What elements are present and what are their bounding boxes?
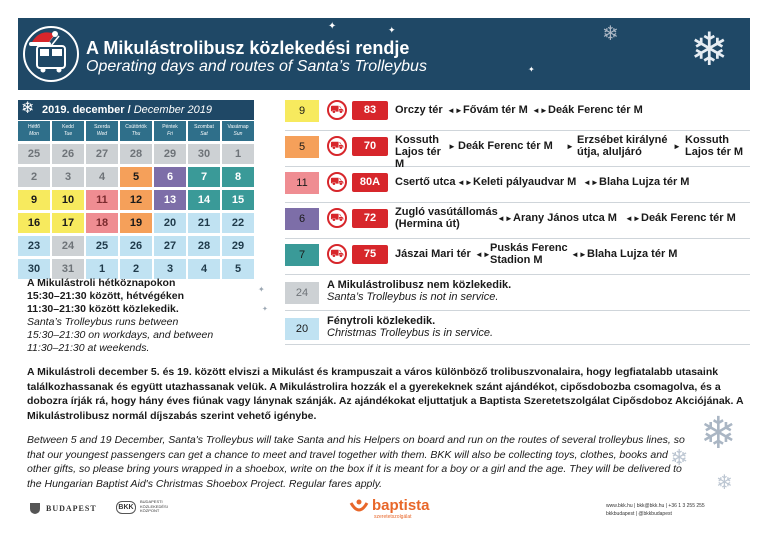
contact-line: www.bkk.hu | bkk@bkk.hu | +36 1 3 255 255 — [606, 503, 705, 509]
bkk-name-line: BUDAPESTI — [140, 499, 163, 504]
star-icon: ✦ — [328, 21, 337, 32]
bidirectional-arrow-icon: ◄► — [447, 106, 463, 115]
legend-text — [327, 279, 511, 303]
calendar-day: 31 — [52, 259, 84, 279]
weekday-header — [222, 121, 254, 141]
stop-name: Zugló vasútállomás (Hermina út) — [395, 206, 498, 230]
calendar-day: 12 — [120, 190, 152, 210]
calendar-day: 18 — [86, 213, 118, 233]
bkk-name-line: KÖZPONT — [140, 508, 160, 513]
legend-en: Santa’s Trolleybus is not in service. — [327, 291, 499, 303]
weekday-hu: Szombat — [194, 124, 214, 130]
weekday-en: Thu — [131, 131, 141, 137]
bidirectional-arrow-icon: ◄► — [625, 214, 641, 223]
weekday-header — [154, 121, 186, 141]
weekday-header — [120, 121, 152, 141]
legend-text — [327, 315, 493, 339]
weekday-en: Tue — [63, 131, 73, 137]
snowflake-icon: ❄ — [670, 446, 689, 471]
bidirectional-arrow-icon: ◄► — [571, 250, 587, 259]
line-badge: 72 — [352, 209, 388, 228]
schedule-hu-line: A Mikulástroli hétköznapokon — [27, 277, 176, 289]
calendar-day: 9 — [18, 190, 50, 210]
calendar-day: 15 — [222, 190, 254, 210]
calendar-day: 20 — [154, 213, 186, 233]
bidirectional-arrow-icon: ◄► — [583, 178, 599, 187]
stop-name: Jászai Mari tér — [395, 248, 471, 260]
trolleybus-icon: ⛟ — [327, 136, 347, 156]
stop-name: Arany János utca M — [513, 212, 617, 224]
schedule-en-line: 15:30–21:30 on workdays, and between — [27, 329, 214, 341]
legend-row — [285, 311, 750, 345]
calendar-day: 3 — [52, 167, 84, 187]
calendar-day: 27 — [154, 236, 186, 256]
trolleybus-icon: ⛟ — [327, 244, 347, 264]
calendar-day: 22 — [222, 213, 254, 233]
calendar-title-hu: 2019. december / — [42, 104, 131, 116]
schedule-en-line: 11:30–21:30 at weekends. — [27, 342, 150, 354]
star-icon: ✦ — [262, 305, 268, 313]
line-badge: 80A — [352, 173, 388, 192]
calendar-grid — [18, 121, 254, 279]
legend-en: Christmas Trolleybus is in service. — [327, 327, 494, 339]
weekday-en: Sat — [200, 131, 208, 137]
legend-color-key: 20 — [285, 318, 319, 340]
star-icon: ✦ — [258, 285, 265, 294]
baptista-logo-icon — [348, 497, 370, 519]
bkk-logo: BKK — [116, 501, 136, 514]
stop-name: Erzsébet királyné útja, aluljáró — [577, 134, 668, 158]
calendar-day: 1 — [222, 144, 254, 164]
route-color-key: 7 — [285, 244, 319, 266]
stop-name: Deák Ferenc tér M — [458, 140, 553, 152]
weekday-header — [18, 121, 50, 141]
stop-name: Blaha Lujza tér M — [599, 176, 690, 188]
stop-name: Kossuth Lajos tér M — [685, 134, 744, 158]
calendar-day: 28 — [188, 236, 220, 256]
stop-name: Fővám tér M — [463, 104, 528, 116]
calendar-day: 14 — [188, 190, 220, 210]
calendar-day: 23 — [18, 236, 50, 256]
weekday-hu: Vasárnap — [227, 124, 249, 130]
calendar-day: 25 — [18, 144, 50, 164]
stop-name: Blaha Lujza tér M — [587, 248, 678, 260]
calendar-day: 28 — [120, 144, 152, 164]
star-icon: ✦ — [528, 65, 535, 74]
bidirectional-arrow-icon: ◄► — [532, 106, 548, 115]
contact-line: bkkbudapest | @bkkbudapest — [606, 511, 672, 517]
bkk-name-line: KÖZLEKEDÉSI — [140, 503, 168, 509]
schedule-hu-line: 11:30–21:30 között közlekedik. — [27, 303, 179, 315]
trolleybus-santa-icon — [23, 26, 79, 82]
route-row — [285, 239, 750, 275]
calendar-day: 8 — [222, 167, 254, 187]
calendar-day: 21 — [188, 213, 220, 233]
calendar-day: 4 — [188, 259, 220, 279]
calendar-day: 26 — [120, 236, 152, 256]
calendar-day: 5 — [120, 167, 152, 187]
calendar-day: 29 — [154, 144, 186, 164]
calendar-day: 7 — [188, 167, 220, 187]
calendar-day: 13 — [154, 190, 186, 210]
stop-name: Deák Ferenc tér M — [548, 104, 643, 116]
weekday-en: Sun — [233, 131, 243, 137]
bkk-name — [140, 500, 168, 514]
route-color-key: 6 — [285, 208, 319, 230]
star-icon: ✦ — [388, 26, 396, 36]
calendar-day: 1 — [86, 259, 118, 279]
snowflake-icon: ❄ — [700, 408, 737, 459]
trolleybus-icon: ⛟ — [327, 208, 347, 228]
page-subtitle: Operating days and routes of Santa’s Trolleybus — [86, 58, 427, 75]
route-color-key: 9 — [285, 100, 319, 122]
weekday-hu: Csütörtök — [125, 124, 147, 130]
line-badge: 83 — [352, 101, 388, 120]
stop-name: Orczy tér — [395, 104, 443, 116]
calendar-day: 17 — [52, 213, 84, 233]
line-badge: 75 — [352, 245, 388, 264]
calendar-day: 26 — [52, 144, 84, 164]
route-row — [285, 167, 750, 203]
calendar-day: 30 — [188, 144, 220, 164]
calendar-day: 4 — [86, 167, 118, 187]
route-row — [285, 95, 750, 131]
schedule-note — [27, 277, 257, 355]
route-color-key: 11 — [285, 172, 319, 194]
calendar-day: 27 — [86, 144, 118, 164]
calendar-day: 3 — [154, 259, 186, 279]
calendar-day: 29 — [222, 236, 254, 256]
stop-name: Kossuth Lajos tér M — [395, 134, 441, 170]
weekday-en: Fri — [167, 131, 173, 137]
calendar-day: 16 — [18, 213, 50, 233]
calendar-day: 5 — [222, 259, 254, 279]
calendar-day: 6 — [154, 167, 186, 187]
calendar-day: 10 — [52, 190, 84, 210]
weekday-header — [86, 121, 118, 141]
stop-name: Csertő utca — [395, 176, 456, 188]
trolleybus-icon: ⛟ — [327, 172, 347, 192]
bidirectional-arrow-icon: ◄► — [497, 214, 513, 223]
legend-hu: A Mikulástrolibusz nem közlekedik. — [327, 279, 512, 291]
calendar-day: 30 — [18, 259, 50, 279]
calendar-title — [18, 100, 254, 120]
header-banner — [18, 18, 750, 90]
baptista-subtitle: szeretetszolgálat — [374, 514, 412, 520]
calendar-day: 24 — [52, 236, 84, 256]
snowflake-icon: ❄ — [21, 98, 35, 117]
route-row — [285, 203, 750, 239]
calendar-title-en: December 2019 — [133, 104, 213, 116]
trolleybus-icon: ⛟ — [327, 100, 347, 120]
weekday-header — [52, 121, 84, 141]
right-arrow-icon: ► — [673, 142, 681, 151]
legend-color-key: 24 — [285, 282, 319, 304]
right-arrow-icon: ► — [566, 142, 574, 151]
calendar-day: 2 — [120, 259, 152, 279]
calendar-day: 11 — [86, 190, 118, 210]
snowflake-icon: ❄ — [602, 21, 619, 45]
calendar-day: 25 — [86, 236, 118, 256]
stop-name: Deák Ferenc tér M — [641, 212, 736, 224]
weekday-en: Mon — [29, 131, 39, 137]
stop-name: Puskás Ferenc Stadion M — [490, 242, 568, 266]
description-hu: A Mikulástroli december 5. és 19. között elviszi a Mikulást és krampuszait a város különböző trolibuszvonalaira, hogy legfiatalabb utasaink találkozhassanak és együtt utazhassanak velük. A Mikulástrolira hozzák el a gyerekeknek szánt ajándékot, cipősdobozba csomagolva, és a dobozra írják rá, hogy hány éves fiúnak vagy lánynak szánják. Az ajándékokat eljuttatjuk a Baptista Szeretetszolgálat Cipősdoboz Akciójának. A Mikulástrolibusz normál díjszabás szerint vehető igénybe. — [27, 366, 744, 422]
weekday-hu: Péntek — [162, 124, 178, 130]
route-color-key: 5 — [285, 136, 319, 158]
schedule-en-line: Santa’s Trolleybus runs between — [27, 316, 179, 328]
legend-row — [285, 275, 750, 311]
legend-hu: Fénytroli közlekedik. — [327, 315, 436, 327]
bidirectional-arrow-icon: ◄► — [457, 178, 473, 187]
weekday-hu: Szerda — [94, 124, 110, 130]
description-en: Between 5 and 19 December, Santa's Trolleybus will take Santa and his Helpers on board and run on the routes of several trolleybus lines, so that our youngest passengers can get a chance to meet and travel together with them. BKK will also be collecting toys, clothes, books and other gifts, so please bring yours wrapped in a shoebox, write on the box if it is meant for a boy or a girl and the age. They will be delivered to the Hungarian Baptist Aid's Christmas Shoebox Project. Regular fares apply. — [27, 434, 685, 490]
right-arrow-icon: ► — [448, 142, 456, 151]
baptista-logo-text: baptista — [372, 497, 430, 514]
calendar-day: 19 — [120, 213, 152, 233]
budapest-crest-icon — [28, 501, 42, 515]
bidirectional-arrow-icon: ◄► — [475, 250, 491, 259]
page-title: A Mikulástrolibusz közlekedési rendje — [86, 38, 410, 58]
calendar-day: 2 — [18, 167, 50, 187]
schedule-hu-line: 15:30–21:30 között, hétvégéken — [27, 290, 184, 302]
weekday-hu: Hétfő — [28, 124, 40, 130]
snowflake-icon: ❄ — [690, 22, 729, 76]
route-row — [285, 131, 750, 170]
weekday-hu: Kedd — [62, 124, 74, 130]
stop-name: Keleti pályaudvar M — [473, 176, 577, 188]
budapest-logo-text: BUDAPEST — [46, 504, 97, 513]
line-badge: 70 — [352, 137, 388, 156]
snowflake-icon: ❄ — [716, 470, 733, 494]
weekday-en: Wed — [96, 131, 108, 137]
weekday-header — [188, 121, 220, 141]
